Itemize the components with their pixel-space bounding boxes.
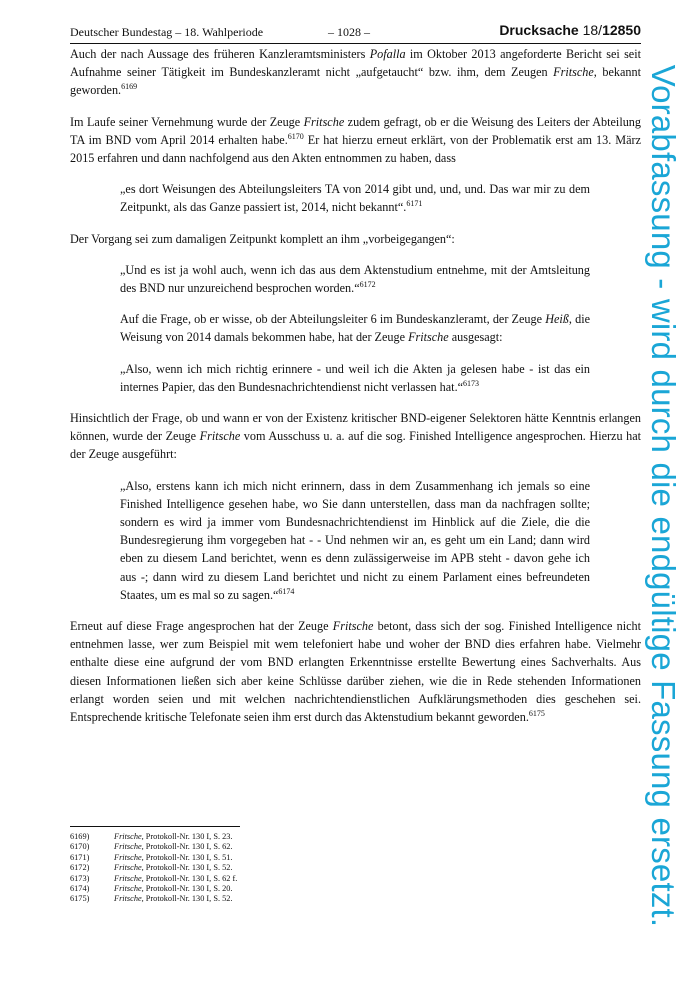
footnote-item: 6173) Fritsche, Protokoll-Nr. 130 I, S. 62 f. (70, 873, 238, 883)
paragraph-1: Auch der nach Aussage des früheren Kanzleramtsministers Pofalla im Oktober 2013 angeforderte Bericht sei seit Aufnahme seiner Tätigkeit im Bundeskanzleramt nicht „aufgetaucht“ bzw. ihm, dem Zeugen Fritsche, bekannt geworden.$^{6169}$ (70, 47, 641, 98)
header-drucksache (499, 22, 641, 38)
footnote-ref[interactable]: 6175 (528, 709, 545, 719)
footnote-ref[interactable]: 6173 (463, 378, 480, 388)
paragraph-3: Der Vorgang sei zum damaligen Zeitpunkt komplett an ihm „vorbeigegangen“: (70, 231, 455, 246)
footnote-rule (70, 826, 240, 827)
header-page-number: – 1028 – (328, 25, 370, 39)
drucksache-label: Drucksache (499, 22, 579, 38)
quote-3: Auf die Frage, ob er wisse, ob der Abteilungsleiter 6 im Bundeskanzleramt, der Zeuge Heiß, die Weisung von 2014 damals bekommen habe, hat der Zeuge Fritsche ausgesagt: (120, 312, 591, 345)
header-parliament: Deutscher Bundestag – 18. Wahlperiode (70, 25, 264, 39)
footnote-item: 6174) Fritsche, Protokoll-Nr. 130 I, S. 20. (70, 884, 233, 894)
footnote-ref[interactable]: 6171 (406, 199, 423, 209)
quote-4: „Also, wenn ich mich richtig erinnere - und weil ich die Akten ja gelesen habe - ist das ein internes Papier, das den Bundesnachrichtendienst nicht verlassen hat.“$^{6173}$ (120, 361, 590, 394)
footnote-ref[interactable]: 6174 (278, 586, 295, 596)
header-rule (70, 43, 641, 44)
quote-2: „Und es ist ja wohl auch, wenn ich das aus dem Aktenstudium entnehme, mit der Amtsleitung des BND nur unzureichend besprochen worden.“$^{6172}$ (120, 262, 590, 296)
footnote-ref[interactable]: 6170 (287, 131, 304, 141)
footnote-item: 6172) Fritsche, Protokoll-Nr. 130 I, S. 52. (70, 863, 233, 873)
footnote-ref[interactable]: 6172 (359, 279, 376, 289)
drucksache-number: 12850 (602, 22, 641, 38)
watermark-text: Vorabfassung - wird durch die endgültige Fassung ersetzt. (645, 64, 682, 927)
footnote-item: 6169) Fritsche, Protokoll-Nr. 130 I, S. 23. (70, 832, 233, 841)
footnotes (70, 832, 370, 905)
paragraph-2: Im Laufe seiner Vernehmung wurde der Zeuge Fritsche zudem gefragt, ob er die Weisung des Leiters der Abteilung TA im BND vom April 2014 erhalten habe.$^{6170}$ Er hat hierzu erneut erklärt, von der Problematik erst am 13. März 2015 erfahren und dann nachfolgend aus den Akten entnommen zu haben, dass (70, 114, 642, 166)
footnote-item: 6170) Fritsche, Protokoll-Nr. 130 I, S. 62. (70, 842, 233, 852)
page-header (70, 22, 641, 42)
footnote-item: 6171) Fritsche, Protokoll-Nr. 130 I, S. 51. (70, 852, 233, 862)
draft-watermark (641, 64, 685, 927)
quote-5: „Also, erstens kann ich mich nicht erinnern, dass in dem Zusammenhang ich jemals so eine Finished Intelligence gesehen habe, wo Sie dann unterstellen, dass man da nachfragen sollte; sondern es wird ja immer vom Bundesnachrichtendienst im Hinblick auf die Ziele, die die Bundesregierung ihm vorgegeben hat - - Und nehmen wir an, es geht um ein Land; dann wird eben zu diesem Land berichtet, wenn es denn zulässigerweise im APB steht - davon gehe ich aus -; dann wird zu diesem Land berichtet und nicht zu einem Parlament eines befreundeten Staates, um es mal so zu sagen.“$^{6174}$ (120, 478, 590, 602)
paragraph-5: Erneut auf diese Frage angesprochen hat der Zeuge Fritsche betont, dass sich der sog. Finished Intelligence nicht entnehmen lasse, wer zum Beispiel mit wem telefoniert habe und woher der BND dies erfahren habe. Vielmehr enthalte diese eine aufgrund der vom BND erlangten Erkenntnisse erstellte Bewertung eines Sachverhalts. Aus diesen Informationen ließen sich aber keine Schlüsse darüber ziehen, wie die in Rede stehenden Informationen erlangt worden seien und mit welchen nachrichtendienstlichen Aufklärungsmethoden dies geschehen sei. Entsprechende kritische Telefonate seien ihm erst durch das Aktenstudium bekannt geworden.$^{6175}$ (70, 619, 641, 725)
document-body (70, 45, 641, 739)
footnote-item: 6175) Fritsche, Protokoll-Nr. 130 I, S. 52. (70, 894, 233, 904)
paragraph-4: Hinsichtlich der Frage, ob und wann er von der Existenz kritischer BND-eigener Selektoren hätte Kenntnis erlangen können, wurde der Zeuge Fritsche vom Ausschuss u. a. auf die sog. Finished Intelligence angesprochen. Hierzu hat der Zeuge ausgeführt: (70, 411, 641, 462)
quote-1: „es dort Weisungen des Abteilungsleiters TA von 2014 gibt und, und, und. Das war mir zu dem Zeitpunkt, als das Ganze passiert ist, 2014, nicht bekannt“.$^{6171}$ (120, 182, 590, 215)
drucksache-prefix: 18/ (582, 22, 603, 38)
footnote-ref[interactable]: 6169 (121, 82, 138, 92)
